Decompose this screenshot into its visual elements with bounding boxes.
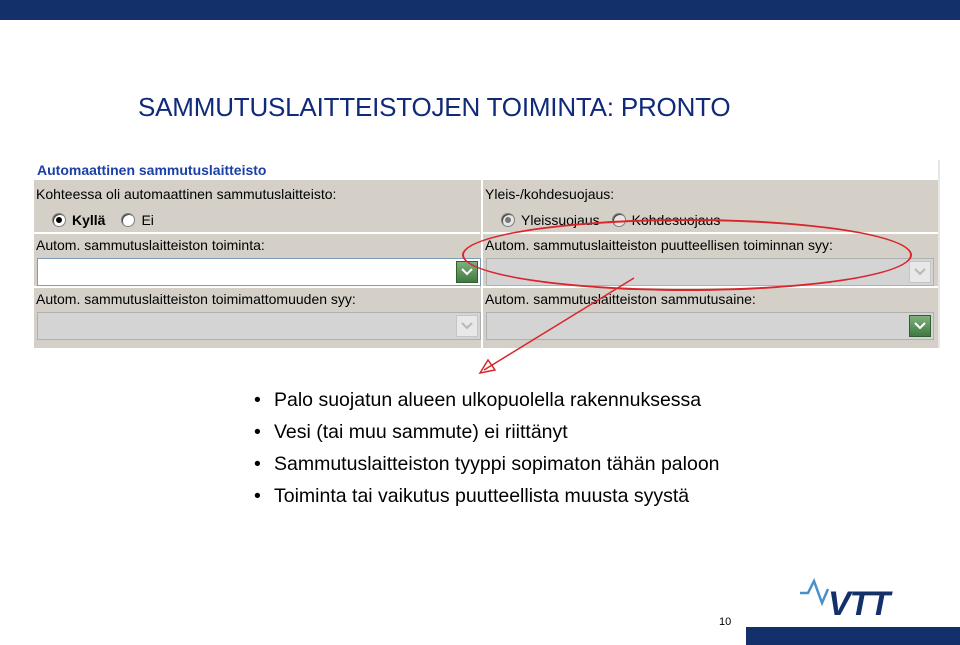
list-item: • Palo suojatun alueen ulkopuolella rakennuksessa xyxy=(252,384,720,416)
vtt-logo xyxy=(798,573,916,621)
list-item: • Sammutuslaitteiston tyyppi sopimaton tähän paloon xyxy=(252,448,720,480)
list-item: • Toiminta tai vaikutus puutteellista muusta syystä xyxy=(252,480,720,512)
slide-title: SAMMUTUSLAITTEISTOJEN TOIMINTA: PRONTO xyxy=(138,92,731,122)
radio-yleissuojaus-label: Yleissuojaus xyxy=(521,212,600,228)
extinguishing-agent-label: Autom. sammutuslaitteiston sammutusaine: xyxy=(485,291,756,307)
deficient-operation-reason-label: Autom. sammutuslaitteiston puutteellisen toiminnan syy: xyxy=(485,237,833,253)
radio-ei-label: Ei xyxy=(141,212,154,228)
page-number: 10 xyxy=(719,616,732,628)
bullet-list xyxy=(252,384,720,512)
automatic-system-label: Kohteessa oli automaattinen sammutuslaitteisto: xyxy=(36,186,337,202)
form-header: Automaattinen sammutuslaitteisto xyxy=(34,160,938,180)
list-item: • Vesi (tai muu sammute) ei riittänyt xyxy=(252,416,720,448)
radio-kohdesuojaus-label: Kohdesuojaus xyxy=(631,212,721,228)
protection-type-label: Yleis-/kohdesuojaus: xyxy=(485,186,615,202)
footer-bar xyxy=(746,627,960,645)
non-operation-reason-label: Autom. sammutuslaitteiston toimimattomuuden syy: xyxy=(36,291,356,307)
system-operation-label: Autom. sammutuslaitteiston toiminta: xyxy=(36,237,265,253)
radio-kylla-label: Kyllä xyxy=(72,212,106,228)
svg-text:VTT: VTT xyxy=(828,585,890,621)
